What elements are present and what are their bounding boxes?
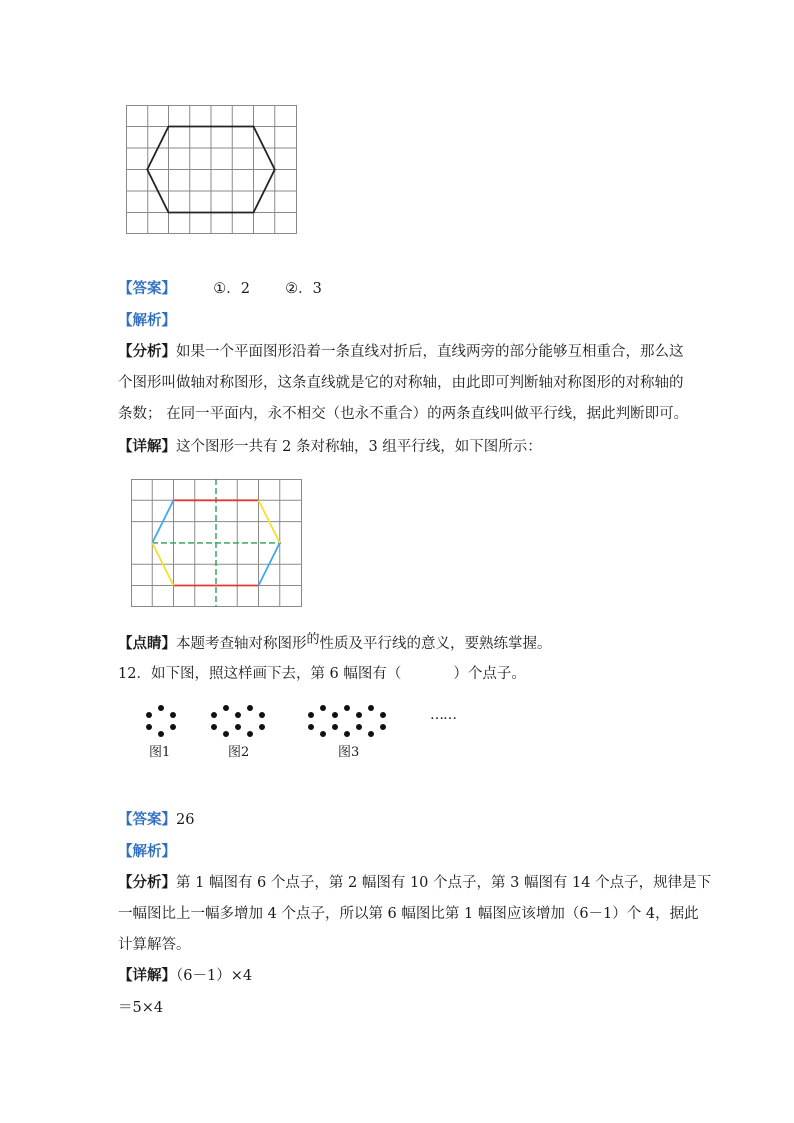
xiangjie-tag: 【详解】 [118, 438, 176, 455]
dot-group-3 [308, 705, 386, 737]
fenxi-text-1: 如果一个平面图形沿着一条直线对折后，直线两旁的部分能够互相重合，那么这 [176, 344, 684, 360]
colored-hexagon-figure [131, 479, 303, 608]
q12-fenxi-line-3 [118, 935, 698, 955]
q12-question-line [118, 664, 698, 684]
q12-fenxi-text-3: 计算解答。 [118, 937, 191, 953]
dot-pattern-figure [140, 703, 470, 743]
dianjing-de: 的 [306, 632, 320, 647]
answer-2: ②．3 [285, 281, 322, 297]
q12-xiangjie-text-1: （6－1）×4 [176, 968, 253, 984]
q12-xiangjie-tag: 【详解】 [118, 967, 176, 984]
fig-caption-3: 图3 [338, 745, 360, 760]
q12-fenxi-line-1 [118, 873, 712, 893]
dot-group-2 [211, 705, 265, 737]
dot-group-1 [146, 705, 176, 737]
q12-fenxi-tag: 【分析】 [118, 874, 176, 891]
fenxi-tag: 【分析】 [118, 343, 176, 360]
fig-caption-1: 图1 [149, 745, 171, 760]
q11-analysis-heading [118, 311, 698, 331]
q11-fenxi-line-2 [118, 373, 698, 393]
answer-tag: 【答案】 [118, 280, 176, 297]
q12-fenxi-text-2: 一幅图比上一幅多增加 4 个点子，所以第 6 幅图比第 1 幅图应该增加（6－1）个 4，据此 [118, 906, 699, 922]
xiangjie-text: 这个图形一共有 2 条对称轴，3 组平行线，如下图所示： [176, 439, 542, 455]
dianjing-text-a: 本题考查轴对称图形 [176, 636, 307, 652]
q12-xiangjie-line-1 [118, 966, 698, 986]
q12-xiangjie-line-2 [118, 998, 698, 1018]
q12-analysis-heading [118, 842, 698, 862]
q12-fenxi-line-2 [118, 904, 698, 924]
analysis-tag: 【解析】 [118, 312, 176, 329]
q11-answer-line [118, 279, 698, 299]
q12-xiangjie-text-2: ＝5×4 [118, 1000, 164, 1016]
q12-answer: 26 [176, 812, 195, 828]
fig-caption-2: 图2 [228, 745, 250, 760]
q11-fenxi-line-1 [118, 342, 698, 362]
q11-fenxi-line-3 [118, 404, 698, 424]
question-text-b: ）个点子。 [453, 666, 526, 682]
ellipsis: …… [430, 707, 456, 723]
fenxi-text-3: 条数； 在同一平面内，永不相交（也永不重合）的两条直线叫做平行线，据此判断即可。 [118, 406, 689, 422]
dianjing-tag: 【点睛】 [118, 635, 176, 652]
q12-fenxi-text-1: 第 1 幅图有 6 个点子，第 2 幅图有 10 个点子，第 3 幅图有 14 个点子，规律是下 [176, 875, 712, 891]
q12-answer-tag: 【答案】 [118, 811, 176, 828]
hexagon-grid-figure [126, 105, 298, 235]
dianjing-text-b: 性质及平行线的意义，要熟练掌握。 [319, 636, 552, 652]
answer-1: ①．2 [213, 281, 250, 297]
grid-lines [126, 105, 297, 234]
question-text-a: 12．如下图，照这样画下去，第 6 幅图有（ [118, 666, 402, 682]
q12-answer-line [118, 810, 698, 830]
q12-analysis-tag: 【解析】 [118, 843, 176, 860]
fenxi-text-2: 个图形叫做轴对称图形，这条直线就是它的对称轴，由此即可判断轴对称图形的对称轴的 [118, 375, 684, 391]
q11-dianjing-line [118, 634, 698, 655]
q11-xiangjie-line [118, 437, 698, 457]
